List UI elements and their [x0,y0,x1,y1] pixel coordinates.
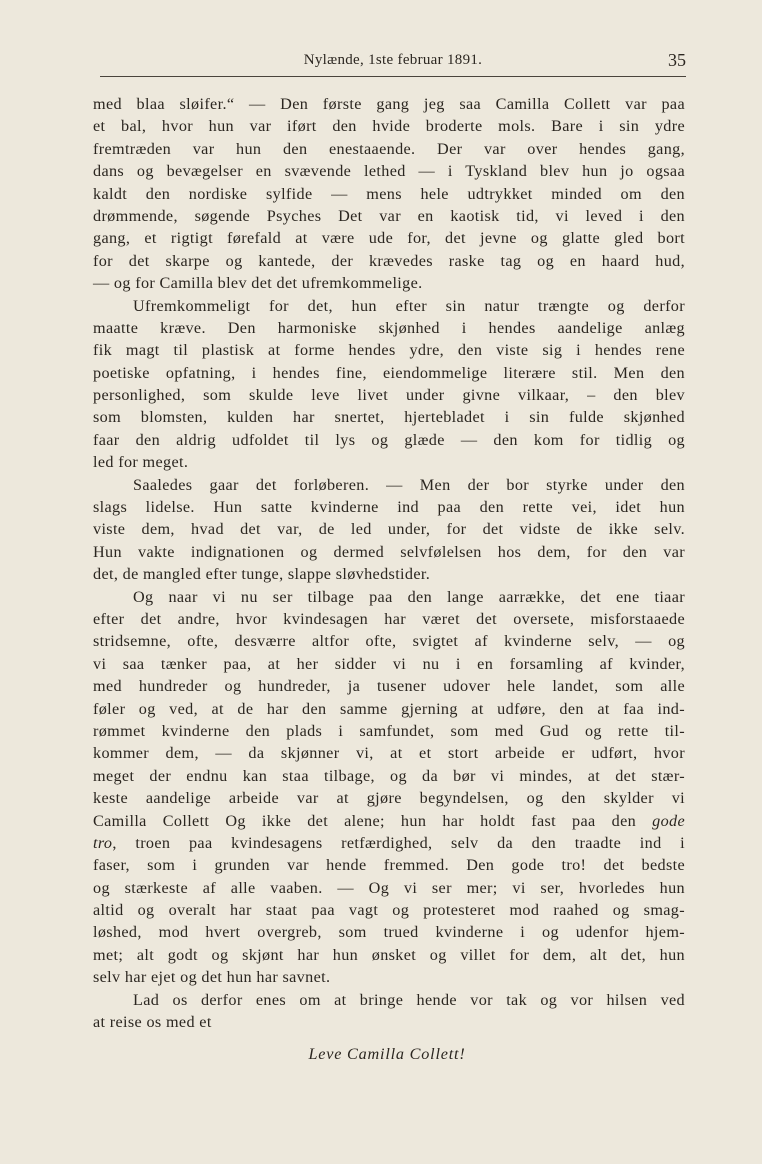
text-line: og stærkeste af alle vaaben. — Og vi ser mer; vi ser, hvorledes hun [93,878,685,897]
text-line: — og for Camilla blev det det ufremkommelige. [93,274,423,293]
text-line: vi saa tænker paa, at her sidder vi nu i en forsamling af kvinder, [93,654,685,673]
page-header [100,50,686,74]
text-line: Saaledes gaar det forløberen. — Men der bor styrke under den [133,475,685,494]
text-line: rømmet kvinderne den plads i samfundet, som med Gud og rette til- [93,721,685,740]
text-line: Ufremkommeligt for det, hun efter sin natur trængte og derfor [133,296,685,315]
article-body [93,93,685,1033]
text-line: fremtræden var hun den enestaaende. Der var over hendes gang, [93,139,685,158]
text-line: gang, et rigtigt førefald at være ude for, det jevne og glatte gled bort [93,229,685,248]
text-line: drømmende, søgende Psyches Det var en kaotisk tid, vi leved i den [93,206,685,225]
text-line: selv har ejet og det hun har savnet. [93,968,331,987]
text-line: led for meget. [93,453,189,472]
text-line: slags lidelse. Hun satte kvinderne ind paa den rette vei, idet hun [93,498,685,517]
text-line: dans og bevægelser en svævende lethed — i Tyskland blev hun jo ogsaa [93,162,685,181]
text-line: poetiske opfatning, i hendes fine, eiendommelige literære stil. Men den [93,363,685,382]
text-line: stridsemne, ofte, desværre altfor ofte, svigtet af kvinderne selv, — og [93,632,685,651]
header-divider [100,76,686,77]
text-line: viste dem, hvad det var, de led under, for det vidste de ikke selv. [93,520,685,539]
text-line: som blomsten, kulden har snertet, hjertebladet i sin fulde skjønhed [93,408,685,427]
text-line: kommer dem, — da skjønner vi, at et stort arbeide er udført, hvor [93,744,685,763]
text-line: med blaa sløifer.“ — Den første gang jeg saa Camilla Collett var paa [93,95,685,113]
text-line: meget der endnu kan staa tilbage, og da bør vi mindes, at det stær- [93,766,685,785]
text-line: løshed, mod hvert overgreb, som trued kvinderne i og udenfor hjem- [93,923,685,942]
text-line: for det skarpe og kantede, der krævedes raske tag og en haard hud, [93,251,685,270]
closing-exclamation: Leve Camilla Collett! [308,1045,466,1063]
text-line: faar den aldrig udfoldet til lys og glæde — den kom for tidlig og [93,430,685,449]
text-line: maatte kræve. Den harmoniske skjønhed i hendes aandelige anlæg [93,318,685,337]
text-line: tro, troen paa kvindesagens retfærdighed, selv da den traadte ind i [93,833,685,852]
text-line: føler og ved, at de har den samme gjerning at udføre, den at faa ind- [93,699,685,718]
text-line: et bal, hvor hun var iført den hvide broderte mols. Bare i sin ydre [93,117,685,136]
running-title: Nylænde, 1ste februar 1891. [303,52,483,68]
text-line: Lad os derfor enes om at bringe hende vor tak og vor hilsen ved [133,990,685,1009]
text-line: altid og overalt har staat paa vagt og protesteret mod raahed og smag- [93,901,685,920]
text-line: Og naar vi nu ser tilbage paa den lange aarrække, det ene tiaar [133,587,685,606]
text-line: keste aandelige arbeide var at gjøre begyndelsen, og den skylder vi [93,789,685,808]
text-line: Hun vakte indignationen og dermed selvfølelsen hos dem, for den var [93,542,685,561]
text-line: med hundreder og hundreder, ja tusener udover hele landet, som alle [93,677,685,696]
text-line: efter det andre, hvor kvindesagen har været det oversete, misforstaaede [93,609,685,628]
page-number: 35 [668,50,686,70]
text-line: kaldt den nordiske sylfide — mens hele udtrykket minded om den [93,184,685,203]
text-line: at reise os med et [93,1013,212,1032]
text-line: met; alt godt og skjønt har hun ønsket og villet for dem, alt det, hun [93,945,685,964]
text-line: personlighed, som skulde leve livet under givne vilkaar, – den blev [93,386,685,405]
text-line: Camilla Collett Og ikke det alene; hun har holdt fast paa den gode [93,811,685,830]
text-line: fik magt til plastisk at forme hendes ydre, den viste sig i hendes rene [93,341,685,360]
text-line: det, de mangled efter tunge, slappe sløvhedstider. [93,565,431,584]
text-line: faser, som i grunden var hende fremmed. Den gode tro! det bedste [93,856,685,875]
